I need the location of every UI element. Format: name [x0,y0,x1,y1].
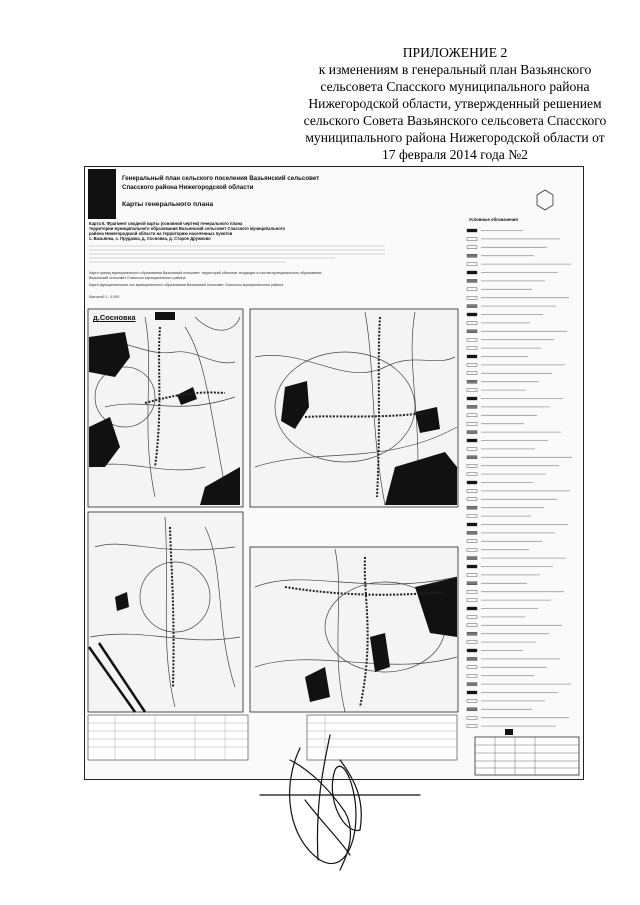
village-label: д.Сосновка [93,313,136,322]
legend-swatch [467,699,477,702]
legend-swatch [467,405,477,408]
legend-symbols [463,225,581,745]
appendix-title: ПРИЛОЖЕНИЕ 2 [402,45,508,60]
sheet-title: Генеральный план сельского поселения Вазьянский сельсовет [122,175,320,182]
legend-swatch [467,657,477,660]
header-line: муниципального района Нижегородской области от [305,130,605,145]
legend-swatch [467,422,477,425]
legend-swatch [467,254,477,257]
legend-swatch [467,330,477,333]
header-date-line: 17 февраля 2014 года №2 [382,147,528,162]
legend-swatch [467,481,477,484]
legend-swatch [467,237,477,240]
map-panel-prudachka [88,512,243,712]
legend-swatch [467,498,477,501]
legend-swatch [467,263,477,266]
map-note: Вазьянский сельсовет Спасского муниципального района [89,276,186,280]
legend-swatch [467,473,477,476]
legend-swatch [467,607,477,610]
legend-swatch [467,632,477,635]
legend-swatch [467,691,477,694]
legend-swatch [467,380,477,383]
legend-swatch [467,582,477,585]
general-plan-map-sheet [84,166,584,780]
map-caption: района Нижегородской области на территорию населенных пунктов [89,231,233,236]
legend-swatch [467,615,477,618]
legend-swatch [467,229,477,232]
legend-swatch [467,624,477,627]
legend-swatch [467,447,477,450]
legend-swatch [467,531,477,534]
legend-swatch [467,683,477,686]
legend-swatch [467,338,477,341]
legend-swatch [467,246,477,249]
map-panel-staroe-druzhkovo [250,547,458,712]
legend-swatch [467,523,477,526]
legend-title: Условные обозначения [469,217,518,222]
map-caption: Карта 6. Фрагмент сводной карты (основной чертеж) генерального плана [89,221,243,226]
header-line: сельсовета Спасского муниципального района [320,79,590,94]
legend-swatch [467,464,477,467]
map-legend [463,217,581,747]
legend-swatch [467,557,477,560]
legend-swatch [467,599,477,602]
legend-swatch [467,489,477,492]
legend-swatch [467,540,477,543]
sheet-subtitle: Карты генерального плана [122,201,214,208]
legend-swatch [467,708,477,711]
legend-swatch [467,674,477,677]
legend-swatch [467,590,477,593]
legend-swatch [467,313,477,316]
legend-swatch [467,649,477,652]
legend-swatch [467,363,477,366]
legend-swatch [467,573,477,576]
legend-swatch [467,321,477,324]
sheet-title: Спасского района Нижегородской области [122,184,254,191]
bottom-table-left [88,715,248,760]
legend-swatch [467,372,477,375]
legend-swatch [467,288,477,291]
map-note: Карта границ муниципального образования Вазьянский сельсовет, территорий объектов, входящих в состав муниципального образования [89,271,322,275]
legend-swatch [467,305,477,308]
legend-swatch [467,296,477,299]
legend-swatch [467,431,477,434]
legend-swatch [467,439,477,442]
header-line: Нижегородской области, утвержденный решением [308,96,602,111]
legend-swatch [467,389,477,392]
legend-swatch [467,725,477,728]
appendix-header [290,44,620,163]
bottom-table-center [307,715,457,760]
legend-swatch [467,414,477,417]
legend-swatch [467,355,477,358]
legend-swatch [467,716,477,719]
map-caption: территории муниципального образования Вазьянский сельсовет Спасского муниципального [89,226,286,231]
compass-emblem [537,190,553,210]
map-note: Карта функциональных зон муниципального образования Вазьянский сельсовет Спасского муниципального района [89,283,284,287]
legend-swatch [467,347,477,350]
legend-swatch [467,515,477,518]
legend-swatch [467,548,477,551]
map-caption: с. Вазьянка, с. Прудачка, д. Сосновка, д. Старое Дружково [89,236,211,241]
legend-swatch [467,397,477,400]
header-line: сельского Совета Вазьянского сельсовета Спасского [303,113,607,128]
legend-swatch [467,506,477,509]
header-line: к изменениям в генеральный план Вазьянского [318,62,592,77]
legend-swatch [467,279,477,282]
legend-swatch [467,641,477,644]
map-scale: Масштаб 1 : 5 000 [89,295,120,299]
legend-swatch [467,456,477,459]
legend-swatch [467,565,477,568]
legend-swatch [467,666,477,669]
legend-swatch [467,271,477,274]
